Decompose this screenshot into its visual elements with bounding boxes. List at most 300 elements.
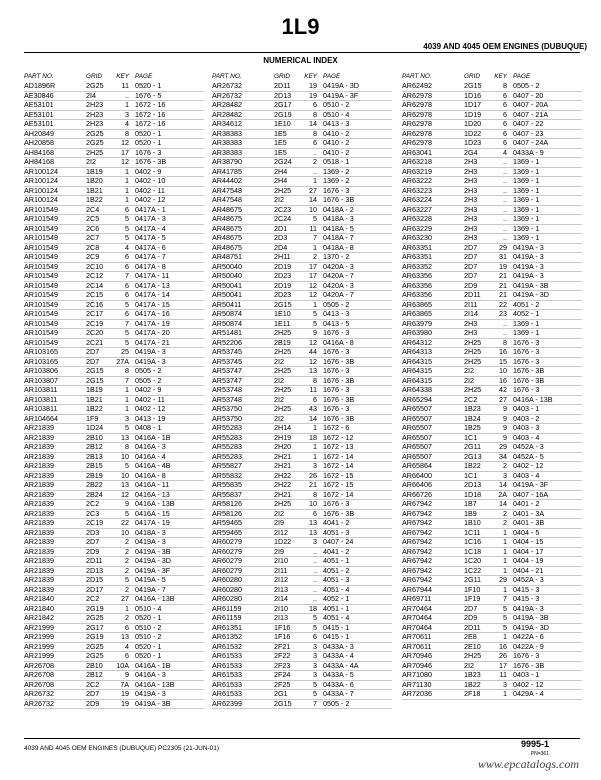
part-no: AR63219 bbox=[402, 166, 432, 176]
grid: 1D17 bbox=[464, 100, 482, 109]
part-no: AR70464 bbox=[402, 613, 432, 622]
page: 1672 - 6 bbox=[323, 423, 350, 432]
key: 2 bbox=[313, 157, 317, 166]
part-no: AR103165 bbox=[24, 356, 58, 366]
part-no: AR101549 bbox=[24, 280, 58, 290]
page: 1369 - 1 bbox=[513, 176, 540, 185]
grid: 1E5 bbox=[274, 128, 287, 138]
page: 0520 - 1 bbox=[135, 651, 162, 660]
page: 0416A - 13B bbox=[513, 394, 553, 404]
page: 1676 - 3B bbox=[323, 375, 355, 385]
part-no: AR65507 bbox=[402, 413, 432, 423]
key: 5 bbox=[125, 299, 129, 309]
grid: 1B22 bbox=[86, 404, 103, 413]
part-no: AR21839 bbox=[24, 470, 54, 480]
grid: 2D19 bbox=[274, 280, 292, 290]
part-no: AR21839 bbox=[24, 575, 54, 584]
key: 9 bbox=[503, 423, 507, 432]
key: 12 bbox=[121, 157, 129, 166]
grid: 2I2 bbox=[274, 394, 284, 404]
part-no: AR70464 bbox=[402, 603, 432, 613]
part-no: AR55835 bbox=[212, 480, 242, 489]
page: 0419A - 3 bbox=[513, 242, 544, 252]
key: 7 bbox=[313, 233, 317, 242]
page: 1369 - 1 bbox=[513, 185, 540, 195]
part-no: AR60279 bbox=[212, 537, 242, 546]
page: 1672 - 16 bbox=[135, 119, 166, 128]
page: 0403 - 1 bbox=[513, 670, 540, 679]
page: 1369 - 1 bbox=[513, 166, 540, 176]
page: 0505 - 2 bbox=[135, 366, 162, 375]
grid: 2I2 bbox=[274, 508, 284, 518]
key: 17 bbox=[309, 271, 317, 280]
page: 0403 - 1 bbox=[513, 404, 540, 413]
grid: 1D22 bbox=[274, 537, 292, 546]
page: 0407 - 20A bbox=[513, 100, 549, 109]
part-no: AR38383 bbox=[212, 138, 242, 147]
grid: 1E10 bbox=[274, 119, 291, 128]
part-no: AR55283 bbox=[212, 423, 242, 432]
grid: 2D7 bbox=[464, 242, 478, 252]
part-no: AR65507 bbox=[402, 432, 432, 442]
key: 8 bbox=[313, 128, 317, 138]
grid: 1B20 bbox=[86, 176, 103, 185]
key: 6 bbox=[125, 280, 129, 290]
grid: 2G11 bbox=[464, 575, 482, 584]
grid: 2G13 bbox=[464, 451, 482, 461]
key: 10A bbox=[116, 660, 129, 670]
grid: 1B19 bbox=[86, 166, 103, 176]
part-no: AR53750 bbox=[212, 413, 242, 423]
page: 1672 - 14 bbox=[323, 451, 354, 461]
part-no: AR38790 bbox=[212, 157, 242, 166]
key: 1 bbox=[503, 565, 507, 575]
grid: 2B12 bbox=[86, 442, 103, 451]
grid: 2G4 bbox=[464, 147, 478, 157]
key: 6 bbox=[503, 90, 507, 100]
part-no: AR21839 bbox=[24, 480, 54, 489]
page: 0420A - 7 bbox=[323, 271, 354, 280]
key: 14 bbox=[499, 480, 507, 489]
grid: 2C4 bbox=[86, 204, 100, 214]
page: 0404 - 21 bbox=[513, 565, 544, 575]
key: 11 bbox=[121, 81, 129, 90]
part-no: AE53101 bbox=[24, 119, 54, 128]
key: 43 bbox=[309, 404, 317, 413]
page: 0407 - 23 bbox=[513, 128, 544, 138]
grid: 2D3 bbox=[274, 233, 288, 242]
page: 0407 - 20 bbox=[513, 90, 544, 100]
index-column-1 bbox=[24, 73, 204, 709]
part-no: AR60280 bbox=[212, 575, 242, 584]
grid: 2F24 bbox=[274, 670, 291, 679]
grid: 2I10 bbox=[274, 556, 288, 565]
page: 4051 - 4 bbox=[323, 613, 350, 622]
part-no: AR55283 bbox=[212, 451, 242, 461]
key: 16 bbox=[499, 375, 507, 385]
header-key: KEY bbox=[304, 73, 317, 80]
key: 10 bbox=[121, 527, 129, 537]
page: 0417A - 21 bbox=[135, 337, 170, 347]
grid: 2B12 bbox=[86, 670, 103, 679]
part-no: AR41785 bbox=[212, 166, 242, 176]
key: 21 bbox=[499, 271, 507, 280]
part-no: AR50041 bbox=[212, 290, 242, 299]
page: 0416A - 3 bbox=[135, 442, 166, 451]
key: 2 bbox=[503, 518, 507, 527]
part-no: AR101549 bbox=[24, 223, 58, 233]
page: 0418A - 5 bbox=[323, 223, 354, 233]
part-no: AR101549 bbox=[24, 271, 58, 280]
page: 0416A - 13 bbox=[135, 489, 170, 499]
page: 1369 - 1 bbox=[513, 195, 540, 204]
grid: 1D16 bbox=[464, 90, 482, 100]
grid: 1D24 bbox=[86, 423, 104, 432]
grid: 2G17 bbox=[274, 100, 292, 109]
grid: 2I9 bbox=[274, 518, 284, 527]
key: .. bbox=[125, 90, 129, 100]
key: 3 bbox=[503, 679, 507, 689]
part-no: AR67942 bbox=[402, 508, 432, 518]
footer-page-number: 9995-1 bbox=[520, 739, 549, 749]
key: 29 bbox=[499, 442, 507, 451]
part-no: AR101549 bbox=[24, 337, 58, 347]
grid: 2H25 bbox=[464, 337, 482, 347]
key: 14 bbox=[309, 413, 317, 423]
key: .. bbox=[503, 328, 507, 337]
part-no: AR101549 bbox=[24, 233, 58, 242]
key: 1 bbox=[125, 404, 129, 413]
key: 6 bbox=[125, 204, 129, 214]
page: 4051 - 2 bbox=[513, 299, 540, 309]
grid: 2H4 bbox=[274, 166, 288, 176]
part-no: AR26732 bbox=[212, 81, 242, 90]
key: .. bbox=[313, 166, 317, 176]
part-no: AR71130 bbox=[402, 679, 432, 689]
page: 0417A - 19 bbox=[135, 318, 170, 328]
key: 2 bbox=[125, 584, 129, 594]
page: 4051 - 1 bbox=[323, 603, 350, 613]
grid: 1B22 bbox=[86, 195, 103, 204]
part-no: AR61533 bbox=[212, 670, 242, 679]
key: 1 bbox=[125, 603, 129, 613]
part-no: AR62492 bbox=[402, 81, 432, 90]
key: 6 bbox=[125, 309, 129, 318]
part-no: AR63230 bbox=[402, 233, 432, 242]
part-no: AR64315 bbox=[402, 375, 432, 385]
page: 0429A - 4 bbox=[513, 689, 544, 698]
grid: 2B10 bbox=[86, 432, 103, 442]
page: 4052 - 1 bbox=[513, 309, 540, 318]
page: 4051 - 3 bbox=[323, 575, 350, 584]
key: 6 bbox=[125, 622, 129, 632]
key: 14 bbox=[309, 119, 317, 128]
part-no: AD1896R bbox=[24, 81, 56, 90]
grid: 2I2 bbox=[86, 157, 96, 166]
grid: 2G19 bbox=[86, 603, 104, 613]
grid: 1B25 bbox=[464, 423, 481, 432]
part-no: AR65507 bbox=[402, 404, 432, 413]
grid: 2I12 bbox=[274, 527, 288, 537]
part-no: AH84168 bbox=[24, 147, 54, 157]
header-key: KEY bbox=[494, 73, 507, 80]
key: 5 bbox=[503, 613, 507, 622]
key: .. bbox=[313, 575, 317, 584]
grid: 2C2 bbox=[86, 679, 100, 689]
part-no: AE53101 bbox=[24, 100, 54, 109]
part-no: AR26732 bbox=[24, 698, 54, 708]
header-grid: GRID bbox=[86, 73, 102, 80]
grid: 1B23 bbox=[464, 404, 481, 413]
key: 5 bbox=[503, 603, 507, 613]
page: 0415 - 1 bbox=[323, 632, 350, 641]
key: 5 bbox=[313, 214, 317, 223]
key: 8 bbox=[503, 81, 507, 90]
part-no: AR21839 bbox=[24, 432, 54, 442]
key: 1 bbox=[125, 385, 129, 394]
page: 1370 - 2 bbox=[323, 252, 350, 261]
key: 1 bbox=[503, 632, 507, 641]
footer-code: PN=361 bbox=[530, 751, 549, 757]
grid: 2D19 bbox=[274, 261, 292, 271]
key: 7 bbox=[503, 594, 507, 603]
grid: 2I14 bbox=[464, 309, 478, 318]
page: 1676 - 3B bbox=[323, 195, 355, 204]
part-no: AR61533 bbox=[212, 679, 242, 689]
part-no: AR61352 bbox=[212, 632, 242, 641]
footer-publication-info: 4039 AND 4045 OEM ENGINES (DUBUQUE) PC2305 (21-JUN-01) bbox=[24, 745, 220, 752]
part-no: AR21839 bbox=[24, 451, 54, 461]
grid: 2H25 bbox=[274, 404, 292, 413]
header-part-no: PART NO. bbox=[212, 73, 242, 80]
key: 9 bbox=[503, 413, 507, 423]
key: 5 bbox=[125, 214, 129, 223]
grid: 1D18 bbox=[464, 489, 482, 499]
part-no: AR62978 bbox=[402, 138, 432, 147]
part-no: AR101549 bbox=[24, 328, 58, 337]
part-no: AR63980 bbox=[402, 328, 432, 337]
key: 25 bbox=[121, 347, 129, 356]
page: 0418A - 7 bbox=[323, 233, 354, 242]
part-no: AR100124 bbox=[24, 185, 58, 195]
page: 0419A - 3B bbox=[513, 280, 549, 290]
part-no: AR71080 bbox=[402, 670, 432, 679]
key: 11 bbox=[499, 670, 507, 679]
grid: 2G25 bbox=[86, 613, 104, 622]
page: 1676 - 3B bbox=[513, 366, 545, 375]
grid: 2H3 bbox=[464, 166, 478, 176]
watermark: www.epcatalogs.com bbox=[477, 757, 579, 771]
part-no: AR60279 bbox=[212, 546, 242, 556]
grid: 1B24 bbox=[464, 413, 481, 423]
key: 2 bbox=[313, 252, 317, 261]
part-no: AR34612 bbox=[212, 119, 242, 128]
page: 0417A - 15 bbox=[135, 299, 170, 309]
part-no: AR62978 bbox=[402, 90, 432, 100]
page: 0416A - 3 bbox=[135, 670, 166, 679]
page: 0419A - 3 bbox=[135, 347, 166, 356]
key: 8 bbox=[313, 489, 317, 499]
part-no: AR53747 bbox=[212, 366, 242, 375]
page: 0417A - 8 bbox=[135, 261, 166, 271]
grid: 2I2 bbox=[274, 375, 284, 385]
key: 12 bbox=[309, 280, 317, 290]
key: 27A bbox=[116, 356, 129, 366]
key: .. bbox=[503, 204, 507, 214]
key: 10 bbox=[309, 499, 317, 508]
grid: 1F16 bbox=[274, 622, 291, 632]
part-no: AR63865 bbox=[402, 309, 432, 318]
page: 0505 - 2 bbox=[323, 299, 350, 309]
part-no: AR60279 bbox=[212, 565, 242, 575]
grid: 1D22 bbox=[464, 128, 482, 138]
grid: 2H3 bbox=[464, 328, 478, 337]
grid: 2C2 bbox=[86, 594, 100, 603]
part-no: AR26708 bbox=[24, 679, 54, 689]
grid: 2G15 bbox=[86, 375, 104, 385]
grid: 1C11 bbox=[464, 527, 481, 537]
key: 12 bbox=[309, 337, 317, 347]
grid: 2D7 bbox=[86, 356, 100, 366]
page: 0416A - 4B bbox=[135, 461, 171, 470]
part-no: AR63865 bbox=[402, 299, 432, 309]
page: 1676 - 3 bbox=[513, 651, 540, 660]
page: 1676 - 3B bbox=[323, 413, 355, 423]
key: 6 bbox=[503, 119, 507, 128]
grid: 2G25 bbox=[86, 138, 104, 147]
grid: 2F25 bbox=[274, 679, 291, 689]
page: 4051 - 4 bbox=[323, 584, 350, 594]
page: 0404 - 5 bbox=[513, 527, 540, 537]
page: 0404 - 19 bbox=[513, 556, 544, 565]
key: 1 bbox=[503, 527, 507, 537]
key: .. bbox=[503, 176, 507, 185]
part-no: AR70464 bbox=[402, 622, 432, 632]
key: 5 bbox=[313, 309, 317, 318]
part-no: AR103811 bbox=[24, 404, 58, 413]
key: 12 bbox=[121, 138, 129, 147]
grid: 2D23 bbox=[274, 290, 292, 299]
key: 23 bbox=[499, 309, 507, 318]
part-no: AR67942 bbox=[402, 556, 432, 565]
key: 1 bbox=[503, 689, 507, 698]
key: 6 bbox=[503, 128, 507, 138]
grid: 2C24 bbox=[274, 214, 292, 223]
part-no: AR58126 bbox=[212, 508, 242, 518]
key: 6 bbox=[503, 100, 507, 109]
key: 22 bbox=[499, 299, 507, 309]
grid: 1B22 bbox=[464, 461, 481, 470]
grid: 2D9 bbox=[86, 698, 100, 708]
grid: 1E10 bbox=[274, 309, 291, 318]
grid: 2H25 bbox=[464, 385, 482, 394]
page: 4041 - 2 bbox=[323, 518, 350, 527]
key: 3 bbox=[313, 670, 317, 679]
grid: 1B9 bbox=[464, 508, 477, 518]
part-no: AR101549 bbox=[24, 204, 58, 214]
grid: 2C19 bbox=[86, 318, 104, 328]
grid: 2G25 bbox=[86, 651, 104, 660]
page: 0413 - 3 bbox=[323, 119, 350, 128]
grid: 2D9 bbox=[464, 613, 478, 622]
key: 19 bbox=[309, 90, 317, 100]
part-no: AR62978 bbox=[402, 109, 432, 119]
grid: 1E5 bbox=[274, 138, 287, 147]
page: 1672 - 12 bbox=[323, 432, 354, 442]
part-no: AR101549 bbox=[24, 309, 58, 318]
key: 6 bbox=[313, 394, 317, 404]
grid: 1B10 bbox=[464, 518, 481, 527]
grid: 2E8 bbox=[464, 632, 477, 641]
key: 6 bbox=[125, 290, 129, 299]
grid: 2G19 bbox=[274, 109, 292, 119]
page: 1676 - 3B bbox=[323, 394, 355, 404]
part-no: AR53748 bbox=[212, 385, 242, 394]
grid: 2D9 bbox=[464, 280, 478, 290]
grid: 2I11 bbox=[464, 299, 478, 309]
grid: 2D17 bbox=[86, 584, 104, 594]
page: 0402 - 11 bbox=[135, 394, 165, 404]
key: 3 bbox=[313, 461, 317, 470]
page: 0510 - 2 bbox=[135, 622, 162, 632]
grid: 2H3 bbox=[464, 214, 478, 223]
key: .. bbox=[503, 214, 507, 223]
index-row bbox=[24, 700, 204, 710]
part-no: AR50874 bbox=[212, 309, 242, 318]
key: 16 bbox=[499, 641, 507, 651]
key: 5 bbox=[125, 575, 129, 584]
key: 1 bbox=[313, 176, 317, 185]
page: 4052 - 1 bbox=[323, 594, 350, 603]
header-page: PAGE bbox=[513, 73, 531, 80]
key: 5 bbox=[125, 328, 129, 337]
grid: 1F9 bbox=[86, 413, 99, 423]
grid: 1C18 bbox=[464, 546, 482, 556]
page: 0403 - 4 bbox=[513, 470, 540, 480]
part-no: AR21839 bbox=[24, 546, 54, 556]
key: 29 bbox=[499, 575, 507, 584]
grid: 2G19 bbox=[86, 632, 104, 641]
grid: 1B19 bbox=[86, 385, 103, 394]
part-no: AR67942 bbox=[402, 518, 432, 527]
footer-divider bbox=[24, 738, 580, 739]
part-no: AR21839 bbox=[24, 489, 54, 499]
grid: 2H25 bbox=[274, 366, 292, 375]
key: 5 bbox=[125, 508, 129, 518]
page: 0416A - 13B bbox=[135, 499, 175, 508]
grid: 2I12 bbox=[274, 575, 288, 584]
part-no: AR53745 bbox=[212, 356, 242, 366]
grid: 2D7 bbox=[464, 603, 478, 613]
header-engine-title: 4039 AND 4045 OEM ENGINES (DUBUQUE) bbox=[423, 42, 587, 51]
grid: 2D7 bbox=[86, 347, 100, 356]
page: 0404 - 15 bbox=[513, 537, 544, 546]
part-no: AR63229 bbox=[402, 223, 432, 233]
grid: 2G17 bbox=[86, 622, 104, 632]
key: 2A bbox=[498, 489, 507, 499]
key: 4 bbox=[125, 641, 129, 651]
part-no: AR26732 bbox=[24, 689, 54, 698]
page: 1676 - 3B bbox=[513, 375, 545, 385]
key: 2 bbox=[125, 613, 129, 622]
key: .. bbox=[313, 594, 317, 603]
page: 0407 - 21A bbox=[513, 109, 549, 119]
key: 14 bbox=[499, 499, 507, 508]
grid: 2C23 bbox=[274, 204, 292, 214]
grid: 2H4 bbox=[274, 176, 288, 185]
page: 0520 - 1 bbox=[135, 81, 162, 90]
grid: 2H20 bbox=[274, 442, 292, 451]
